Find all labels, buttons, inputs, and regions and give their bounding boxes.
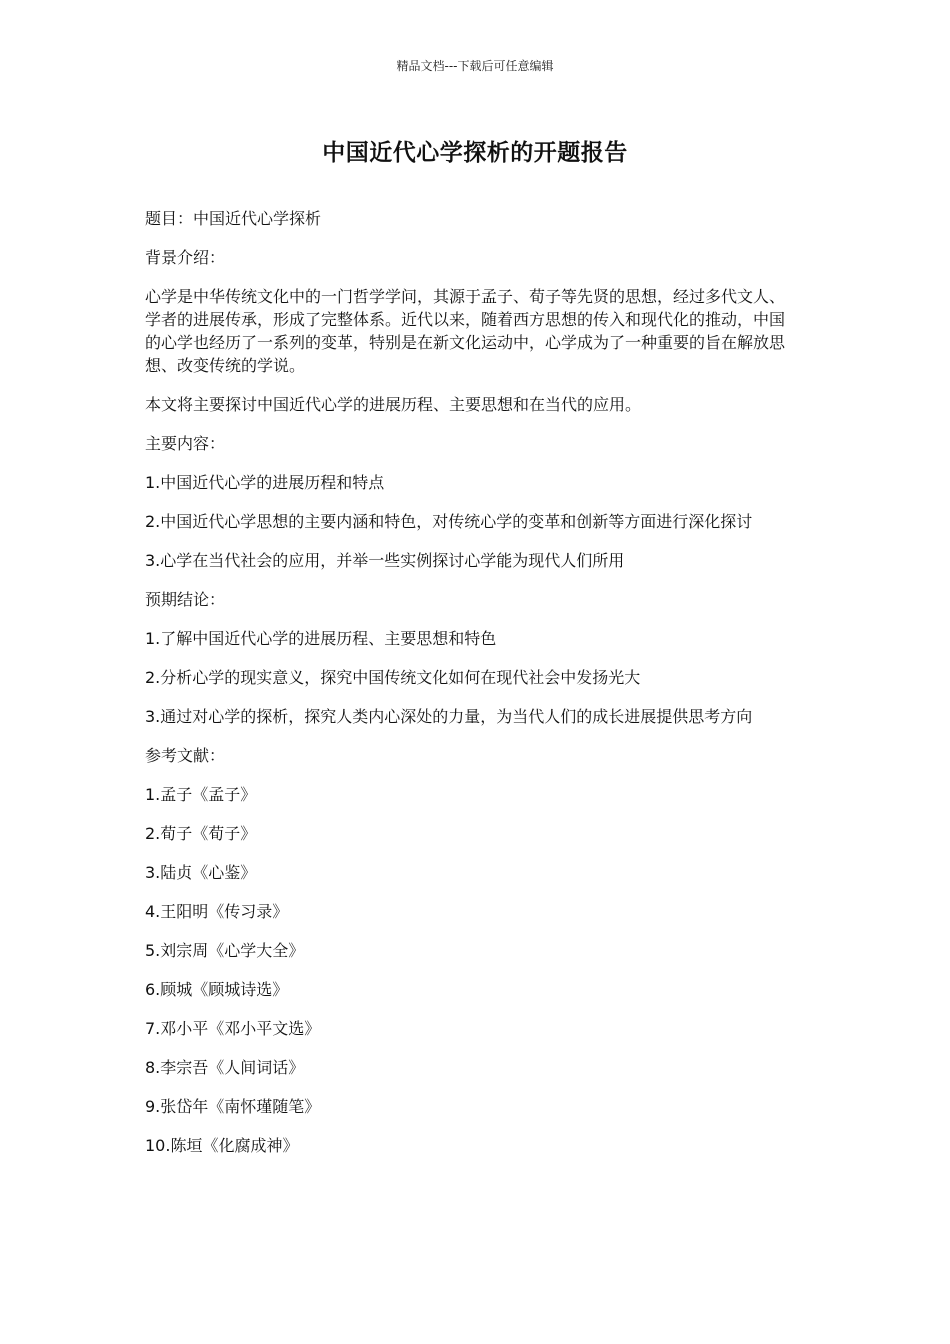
topic-line: 题目：中国近代心学探析 xyxy=(145,209,322,228)
main-content-item: 2.中国近代心学思想的主要内涵和特色，对传统心学的变革和创新等方面进行深化探讨 xyxy=(145,512,753,531)
references-label: 参考文献： xyxy=(145,746,226,765)
document-body xyxy=(145,207,800,1173)
header-note: 精品文档---下载后可任意编辑 xyxy=(396,59,554,73)
background-paragraph: 本文将主要探讨中国近代心学的进展历程、主要思想和在当代的应用。 xyxy=(145,395,642,414)
conclusion-label: 预期结论： xyxy=(145,590,226,609)
reference-item: 9.张岱年《南怀瑾随笔》 xyxy=(145,1097,321,1116)
main-content-label: 主要内容： xyxy=(145,434,226,453)
reference-item: 4.王阳明《传习录》 xyxy=(145,902,289,921)
conclusion-item: 2.分析心学的现实意义，探究中国传统文化如何在现代社会中发扬光大 xyxy=(145,668,641,687)
reference-item: 7.邓小平《邓小平文选》 xyxy=(145,1019,321,1038)
reference-item: 10.陈垣《化腐成神》 xyxy=(145,1136,299,1155)
background-paragraph: 心学是中华传统文化中的一门哲学学问，其源于孟子、荀子等先贤的思想，经过多代文人、学者的进展传承，形成了完整体系。近代以来，随着西方思想的传入和现代化的推动，中国的心学也经历了一系列的变革，特别是在新文化运动中，心学成为了一种重要的旨在解放思想、改变传统的学说。 xyxy=(145,287,786,375)
reference-item: 3.陆贞《心鉴》 xyxy=(145,863,257,882)
conclusion-item: 1.了解中国近代心学的进展历程、主要思想和特色 xyxy=(145,629,497,648)
reference-item: 5.刘宗周《心学大全》 xyxy=(145,941,305,960)
reference-item: 8.李宗吾《人间词话》 xyxy=(145,1058,305,1077)
reference-item: 1.孟子《孟子》 xyxy=(145,785,257,804)
document-title: 中国近代心学探析的开题报告 xyxy=(322,140,628,166)
reference-item: 2.荀子《荀子》 xyxy=(145,824,257,843)
main-content-item: 1.中国近代心学的进展历程和特点 xyxy=(145,473,385,492)
conclusion-item: 3.通过对心学的探析，探究人类内心深处的力量，为当代人们的成长进展提供思考方向 xyxy=(145,707,753,726)
reference-item: 6.顾城《顾城诗选》 xyxy=(145,980,289,999)
main-content-item: 3.心学在当代社会的应用，并举一些实例探讨心学能为现代人们所用 xyxy=(145,551,625,570)
background-label: 背景介绍： xyxy=(145,248,226,267)
